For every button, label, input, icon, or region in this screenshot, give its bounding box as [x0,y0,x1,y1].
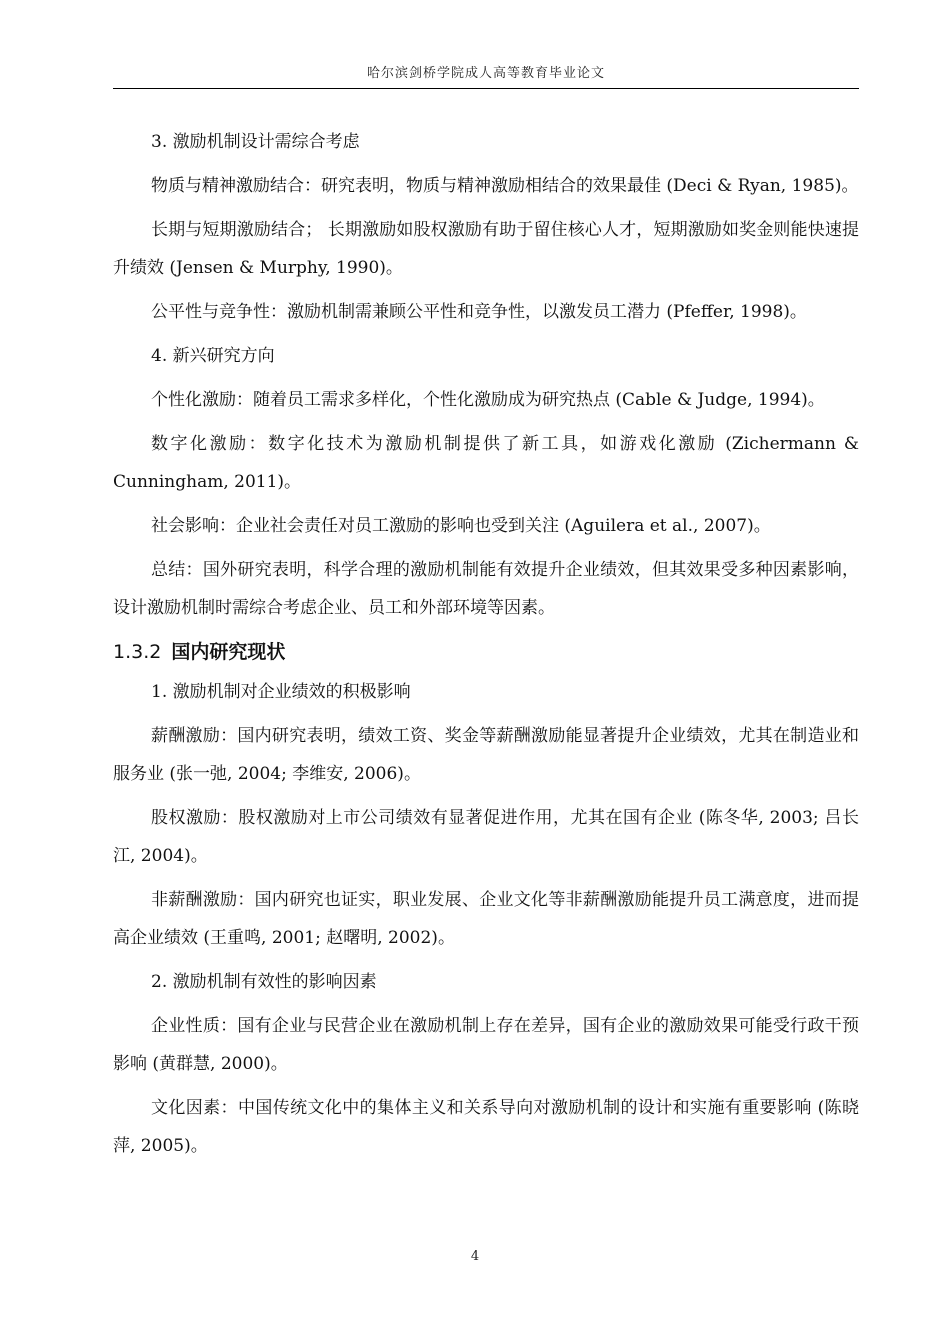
list-heading-2: 2. 激励机制有效性的影响因素 [151,972,377,992]
paragraph: 个性化激励：随着员工需求多样化，个性化激励成为研究热点 (Cable & Judge, 1994)。 [151,390,825,410]
paragraph: 文化因素：中国传统文化中的集体主义和关系导向对激励机制的设计和实施有重要影响 (陈晓萍, 2005)。 [113,1098,859,1156]
list-heading-1: 1. 激励机制对企业绩效的积极影响 [151,682,411,702]
list-heading-3: 3. 激励机制设计需综合考虑 [151,132,360,152]
header-rule [113,88,859,89]
summary-paragraph: 总结：国外研究表明，科学合理的激励机制能有效提升企业绩效，但其效果受多种因素影响，设计激励机制时需综合考虑企业、员工和外部环境等因素。 [113,560,859,618]
paragraph: 股权激励：股权激励对上市公司绩效有显著促进作用，尤其在国有企业 (陈冬华, 2003; 吕长江, 2004)。 [113,808,859,866]
document-body [113,123,859,1171]
paragraph: 数字化激励：数字化技术为激励机制提供了新工具，如游戏化激励 (Zichermann & Cunningham, 2011)。 [113,434,859,492]
page-number: 4 [470,1249,480,1264]
paragraph: 社会影响：企业社会责任对员工激励的影响也受到关注 (Aguilera et al., 2007)。 [151,516,771,536]
paragraph: 公平性与竞争性：激励机制需兼顾公平性和竞争性，以激发员工潜力 (Pfeffer, 1998)。 [151,302,807,322]
section-number: 1.3.2 [113,641,162,663]
section-heading [113,633,859,671]
paragraph: 薪酬激励：国内研究表明，绩效工资、奖金等薪酬激励能显著提升企业绩效，尤其在制造业和服务业 (张一弛, 2004; 李维安, 2006)。 [113,726,859,784]
paragraph: 非薪酬激励：国内研究也证实，职业发展、企业文化等非薪酬激励能提升员工满意度，进而提高企业绩效 (王重鸣, 2001; 赵曙明, 2002)。 [113,890,859,948]
section-title: 国内研究现状 [171,641,286,663]
list-heading-4: 4. 新兴研究方向 [151,346,275,366]
paragraph: 物质与精神激励结合：研究表明，物质与精神激励相结合的效果最佳 (Deci & Ryan, 1985)。 [151,176,859,196]
paragraph: 长期与短期激励结合； 长期激励如股权激励有助于留住核心人才，短期激励如奖金则能快速提升绩效 (Jensen & Murphy, 1990)。 [113,220,859,278]
page-header: 哈尔滨剑桥学院成人高等教育毕业论文 [366,66,605,81]
paragraph: 企业性质：国有企业与民营企业在激励机制上存在差异，国有企业的激励效果可能受行政干预影响 (黄群慧, 2000)。 [113,1016,859,1074]
